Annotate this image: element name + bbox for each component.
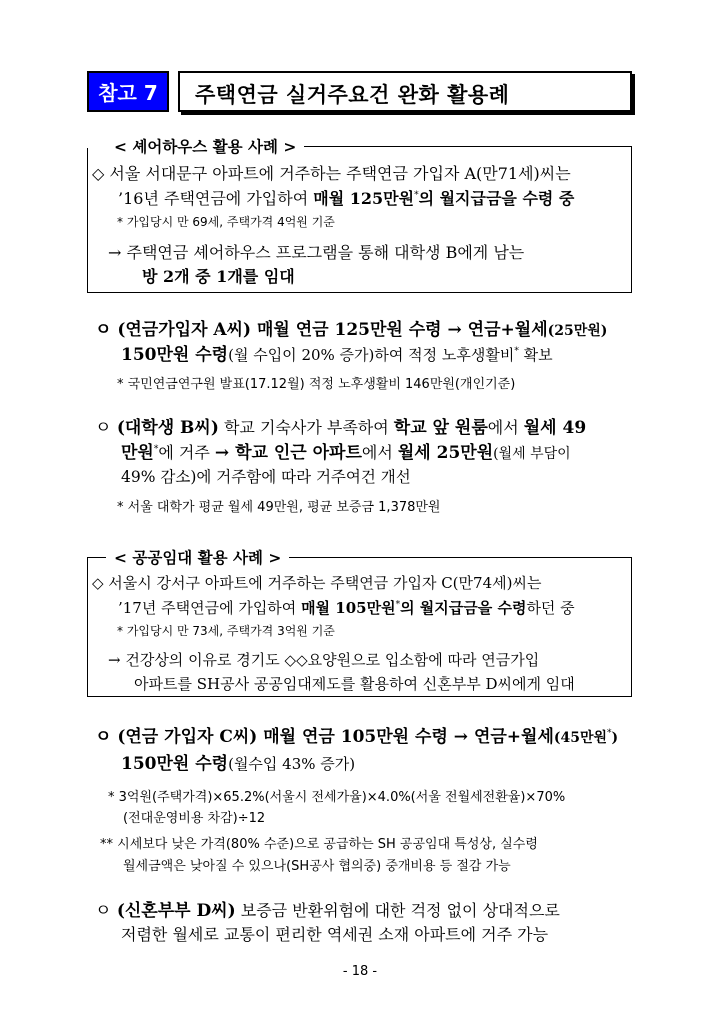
case2-line1: ◇ 서울시 강서구 아파트에 거주하는 주택연금 가입자 C(만74세)씨는 <box>92 574 542 592</box>
case2-arrow-line1: → 건강상의 이유로 경기도 ◇◇요양원으로 입소함에 따라 연금가입 <box>108 651 540 669</box>
case1-line2: ’16년 주택연금에 가입하여 매월 125만원*의 월지급금을 수령 중 <box>118 189 575 208</box>
point-d-line1: ㅇ (신혼부부 D씨) 보증금 반환위험에 대한 걱정 없이 상대적으로 <box>95 901 560 921</box>
point-c-note1-line2: (전대운영비용 차감)÷12 <box>123 811 266 826</box>
point-c-line1: ㅇ (연금 가입자 C씨) 매월 연금 105만원 수령 → 연금+월세(45만원*) <box>95 727 619 747</box>
case1-arrow-line2: 방 2개 중 1개를 임대 <box>142 267 295 286</box>
case2-arrow-line2: 아파트를 SH공사 공공임대제도를 활용하여 신혼부부 D씨에게 임대 <box>134 675 575 693</box>
point-b-line3: 49% 감소)에 거주함에 따라 거주여건 개선 <box>121 468 411 486</box>
case1-line1: ◇ 서울 서대문구 아파트에 거주하는 주택연금 가입자 A(만71세)씨는 <box>92 164 571 183</box>
point-c-line2: 150만원 수령(월수입 43% 증가) <box>121 754 356 774</box>
case2-note: * 가입당시 만 73세, 주택가격 3억원 기준 <box>117 624 335 638</box>
point-b-line1: ㅇ (대학생 B씨) 학교 기숙사가 부족하여 학교 앞 원룸에서 월세 49 <box>95 418 587 438</box>
case1-note: * 가입당시 만 69세, 주택가격 4억원 기준 <box>117 215 335 229</box>
case-title-share-house: < 셰어하우스 활용 사례 > <box>106 135 304 157</box>
point-c-note2-line2: 월세금액은 낮아질 수 있으나(SH공사 협의중) 중개비용 등 절감 가능 <box>123 859 511 874</box>
point-a-line2: 150만원 수령(월 수입이 20% 증가)하여 적정 노후생활비* 확보 <box>121 345 553 365</box>
point-a-note: * 국민연금연구원 발표(17.12월) 적정 노후생활비 146만원(개인기준) <box>117 377 516 392</box>
point-c-note1-line1: * 3억원(주택가격)×65.2%(서울시 전세가율)×4.0%(서울 전월세전환율)×70% <box>108 790 566 805</box>
point-a-line1: ㅇ (연금가입자 A씨) 매월 연금 125만원 수령 → 연금+월세(25만원) <box>95 320 608 340</box>
point-c-note2-line1: ** 시세보다 낮은 가격(80% 수준)으로 공급하는 SH 공공임대 특성상, 실수령 <box>100 837 538 852</box>
case1-arrow-line1: → 주택연금 셰어하우스 프로그램을 통해 대학생 B에게 남는 <box>108 243 525 262</box>
case2-line2: ’17년 주택연금에 가입하여 매월 105만원*의 월지급금을 수령하던 중 <box>118 599 575 617</box>
page-number: - 18 - <box>342 964 378 979</box>
page-title: 주택연금 실거주요건 완화 활용례 <box>195 83 510 107</box>
point-b-note: * 서울 대학가 평균 월세 49만원, 평균 보증금 1,378만원 <box>117 500 441 515</box>
reference-tag: 참고 7 <box>87 71 169 112</box>
case-title-public-rental: < 공공임대 활용 사례 > <box>106 546 289 568</box>
point-d-line2: 저렴한 월세로 교통이 편리한 역세권 소재 아파트에 거주 가능 <box>121 925 549 944</box>
point-b-line2: 만원*에 거주 → 학교 인근 아파트에서 월세 25만원(월세 부담이 <box>121 443 571 463</box>
